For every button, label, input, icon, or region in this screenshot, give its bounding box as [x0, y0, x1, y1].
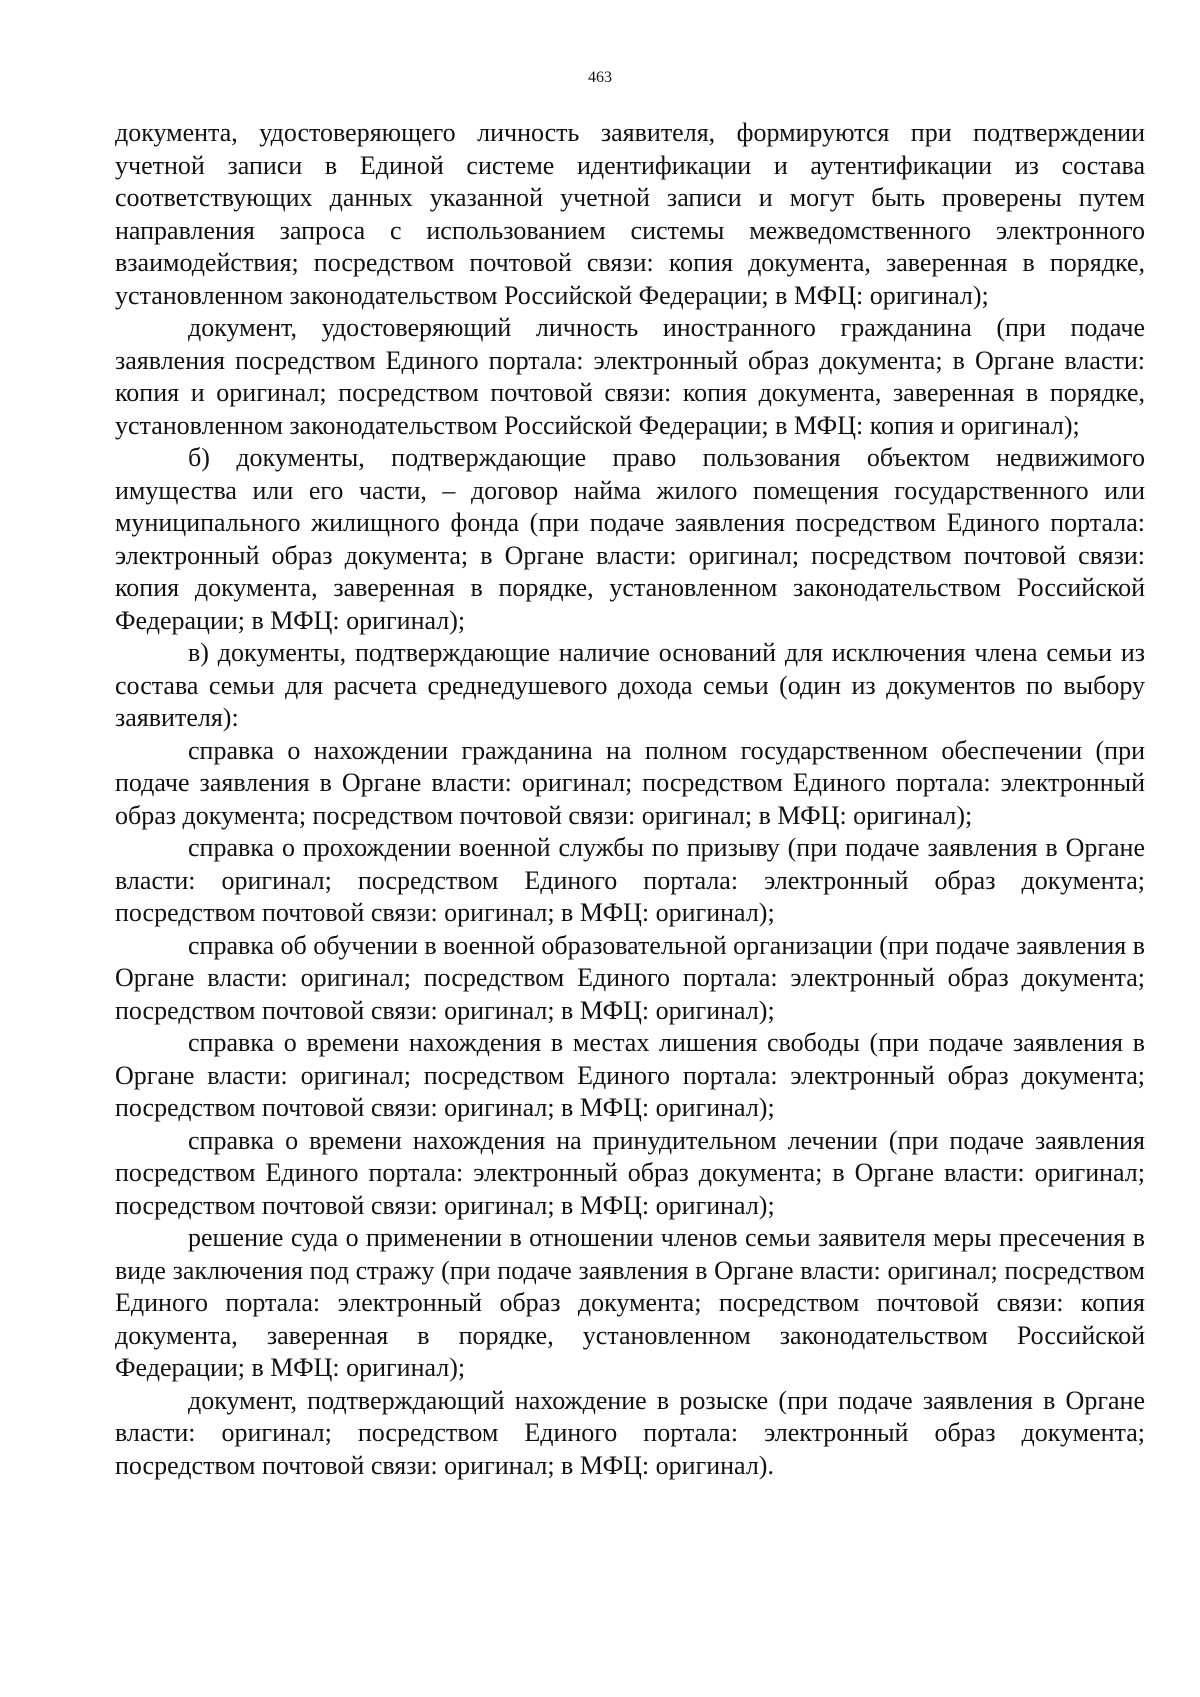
document-body	[115, 117, 1145, 1482]
paragraph-family-exclusion-documents: в) документы, подтверждающие наличие оснований для исключения члена семьи из состава семьи для расчета среднедушевого дохода семьи (один из документов по выбору заявителя):	[115, 638, 1145, 732]
paragraph-state-support-certificate: справка о нахождении гражданина на полном государственном обеспечении (при подаче заявления в Органе власти: оригинал; посредством Единого портала: электронный образ документа; посредством почтовой связи: оригинал; в МФЦ: оригинал);	[115, 735, 1145, 830]
paragraph-property-use-documents: б) документы, подтверждающие право пользования объектом недвижимого имущества или его части, – договор найма жилого помещения государственного или муниципального жилищного фонда (при подаче заявления посредством Единого портала: электронный образ документа; в Органе власти: оригинал; посредством почтовой связи: копия документа, заверенная в порядке, установленном законодательством Российской Федерации; в МФЦ: оригинал);	[115, 443, 1145, 635]
paragraph-wanted-document: документ, подтверждающий нахождение в розыске (при подаче заявления в Органе власти: оригинал; посредством Единого портала: электронный образ документа; посредством почтовой связи: оригинал; в МФЦ: оригинал).	[115, 1385, 1145, 1480]
paragraph-court-decision: решение суда о применении в отношении членов семьи заявителя меры пресечения в виде заключения под стражу (при подаче заявления в Органе власти: оригинал; посредством Единого портала: электронный образ документа; посредством почтовой связи: копия документа, заверенная в порядке, установленном законодательством Российской Федерации; в МФЦ: оригинал);	[115, 1223, 1145, 1382]
paragraph-foreign-citizen-document: документ, удостоверяющий личность иностранного гражданина (при подаче заявления посредством Единого портала: электронный образ документа; в Органе власти: копия и оригинал; посредством почтовой связи: копия документа, заверенная в порядке, установленном законодательством Российской Федерации; в МФЦ: копия и оригинал);	[115, 313, 1145, 440]
paragraph-imprisonment-certificate: справка о времени нахождения в местах лишения свободы (при подаче заявления в Органе власти: оригинал; посредством Единого портала: электронный образ документа; посредством почтовой связи: оригинал; в МФЦ: оригинал);	[115, 1028, 1145, 1122]
paragraph-continuation-identity-document: документа, удостоверяющего личность заявителя, формируются при подтверждении учетной записи в Единой системе идентификации и аутентификации из состава соответствующих данных указанной учетной записи и могут быть проверены путем направления запроса с использованием системы межведомственного электронного взаимодействия; посредством почтовой связи: копия документа, заверенная в порядке, установленном законодательством Российской Федерации; в МФЦ: оригинал);	[115, 118, 1145, 310]
paragraph-military-service-certificate: справка о прохождении военной службы по призыву (при подаче заявления в Органе власти: оригинал; посредством Единого портала: электронный образ документа; посредством почтовой связи: оригинал; в МФЦ: оригинал);	[115, 833, 1145, 927]
paragraph-military-education-certificate: справка об обучении в военной образовательной организации (при подаче заявления в Органе власти: оригинал; посредством Единого портала: электронный образ документа; посредством почтовой связи: оригинал; в МФЦ: оригинал);	[115, 930, 1145, 1025]
page-number: 463	[588, 69, 612, 86]
paragraph-compulsory-treatment-certificate: справка о времени нахождения на принудительном лечении (при подаче заявления посредством Единого портала: электронный образ документа; в Органе власти: оригинал; посредством почтовой связи: оригинал; в МФЦ: оригинал);	[115, 1125, 1145, 1220]
